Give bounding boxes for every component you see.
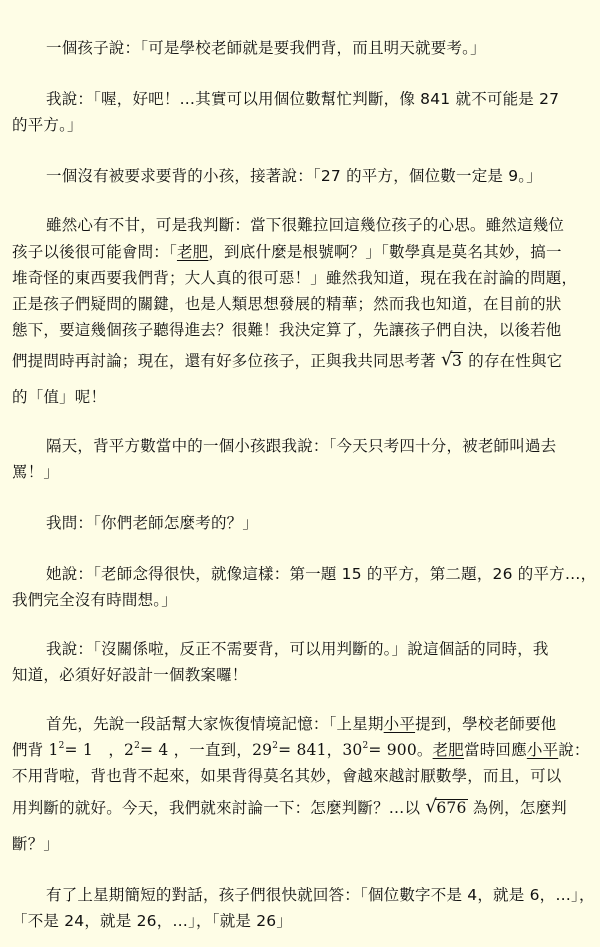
paragraph-4-line-7: 的「值」呢！ bbox=[12, 388, 107, 406]
math-2-squared bbox=[124, 741, 168, 759]
base: 30 bbox=[342, 741, 363, 759]
paragraph-7-line-1: 她說：「老師念得很快，就像這樣：第一題 15 的平方，第二題，26 的平方…， bbox=[46, 565, 597, 583]
paragraph-4-line-2 bbox=[12, 240, 588, 262]
text-run: 孩子以後很可能會問：「 bbox=[12, 243, 177, 261]
base: 2 bbox=[124, 741, 135, 759]
paragraph-6-line-1: 我問：「你們老師怎麼考的？」 bbox=[46, 514, 259, 532]
text-run: ，到底什麼是根號啊？」「數學真是莫名其妙，搞一 bbox=[208, 243, 562, 261]
underlined-name-xiaoping: 小平 bbox=[526, 741, 559, 759]
exponent: 2 bbox=[362, 741, 369, 751]
text-run: 當時回應 bbox=[464, 741, 527, 759]
paragraph-9-line-5: 斷？」 bbox=[12, 835, 60, 853]
paragraph-4-line-5: 態下，要這幾個孩子聽得進去？很難！我決定算了，先讓孩子們自決，以後若他 bbox=[12, 321, 562, 339]
paragraph-4-line-6 bbox=[12, 349, 588, 371]
paragraph-1-line-1: 一個孩子說：「可是學校老師就是要我們背，而且明天就要考。」 bbox=[46, 39, 486, 57]
paragraph-10-line-2: 「不是 24，就是 26，…」，「就是 26」 bbox=[12, 912, 293, 930]
text-run: 為例，怎麼判 bbox=[472, 799, 567, 817]
text-run: 提到，學校老師要他 bbox=[415, 715, 557, 733]
radicand: 3 bbox=[452, 352, 463, 370]
text-run: 的存在性與它 bbox=[468, 352, 563, 370]
sqrt-3-expression bbox=[441, 352, 463, 370]
math-29-squared bbox=[252, 741, 327, 759]
text-run: 用判斷的就好。今天，我們就來討論一下：怎麼判斷？…以 bbox=[12, 799, 421, 817]
paragraph-9-line-3: 不用背啦，背也背不起來，如果背得莫名其妙，會越來越討厭數學，而且，可以 bbox=[12, 767, 562, 785]
exponent: 2 bbox=[272, 741, 279, 751]
paragraph-9-line-2: 們背 $1^2= 1$ ，$2^2= 4$ ，一直到，$29^2= 841$，$30^2= 900$。老肥當時回應小平說： bbox=[12, 741, 590, 759]
math-30-squared bbox=[342, 741, 417, 759]
paragraph-8-line-2: 知道，必須好好設計一個教案囉！ bbox=[12, 666, 248, 684]
paragraph-5-line-1: 隔天，背平方數當中的一個小孩跟我說：「今天只考四十分，被老師叫過去 bbox=[46, 437, 557, 455]
paragraph-10-line-1: 有了上星期簡短的對話，孩子們很快就回答：「個位數字不是 4，就是 6，…」， bbox=[46, 886, 595, 904]
base: 29 bbox=[252, 741, 273, 759]
paragraph-9-line-1 bbox=[46, 712, 588, 734]
math-1-squared bbox=[49, 741, 93, 759]
paragraph-4-line-1: 雖然心有不甘，可是我判斷：當下很難拉回這幾位孩子的心思。雖然這幾位 bbox=[46, 216, 565, 234]
paragraph-2-line-1: 我說：「喔，好吧！…其實可以用個位數幫忙判斷，像 841 就不可能是 27 bbox=[46, 90, 560, 108]
text-run: 們提問時再討論；現在，還有好多位孩子，正與我共同思考著 bbox=[12, 352, 436, 370]
paragraph-8-line-1: 我說：「沒關係啦，反正不需要背，可以用判斷的。」說這個話的同時，我 bbox=[46, 640, 549, 658]
radicand: 676 bbox=[436, 799, 467, 817]
text-run: 說： bbox=[558, 741, 590, 759]
paragraph-5-line-2: 罵！」 bbox=[12, 463, 60, 481]
paragraph-4-line-4: 正是孩子們疑問的關鍵，也是人類思想發展的精華；然而我也知道，在目前的狀 bbox=[12, 295, 562, 313]
text-run: 首先，先說一段話幫大家恢復情境記憶：「上星期 bbox=[46, 715, 384, 733]
value: = 1 bbox=[64, 741, 93, 759]
value: = 4 bbox=[140, 741, 169, 759]
text-run: 們背 bbox=[12, 741, 44, 759]
value: = 900 bbox=[368, 741, 417, 759]
paragraph-4-line-3: 堆奇怪的東西要我們背；大人真的很可惡！」雖然我知道，現在我在討論的問題， bbox=[12, 269, 578, 287]
underlined-name-laofei: 老肥 bbox=[432, 741, 465, 759]
base: 1 bbox=[48, 741, 59, 759]
underlined-name-laofei: 老肥 bbox=[176, 243, 209, 261]
paragraph-7-line-2: 我們完全沒有時間想。」 bbox=[12, 591, 177, 609]
text-run: ，一直到， bbox=[173, 741, 253, 759]
paragraph-9-line-4 bbox=[12, 796, 588, 818]
value: = 841 bbox=[278, 741, 327, 759]
exponent: 2 bbox=[134, 741, 141, 751]
sqrt-676-expression bbox=[425, 799, 467, 817]
paragraph-2-line-2: 的平方。」 bbox=[12, 116, 83, 134]
underlined-name-xiaoping: 小平 bbox=[383, 715, 416, 733]
paragraph-3-line-1: 一個沒有被要求要背的小孩，接著說：「27 的平方，個位數一定是 9。」 bbox=[46, 167, 542, 185]
exponent: 2 bbox=[58, 741, 65, 751]
